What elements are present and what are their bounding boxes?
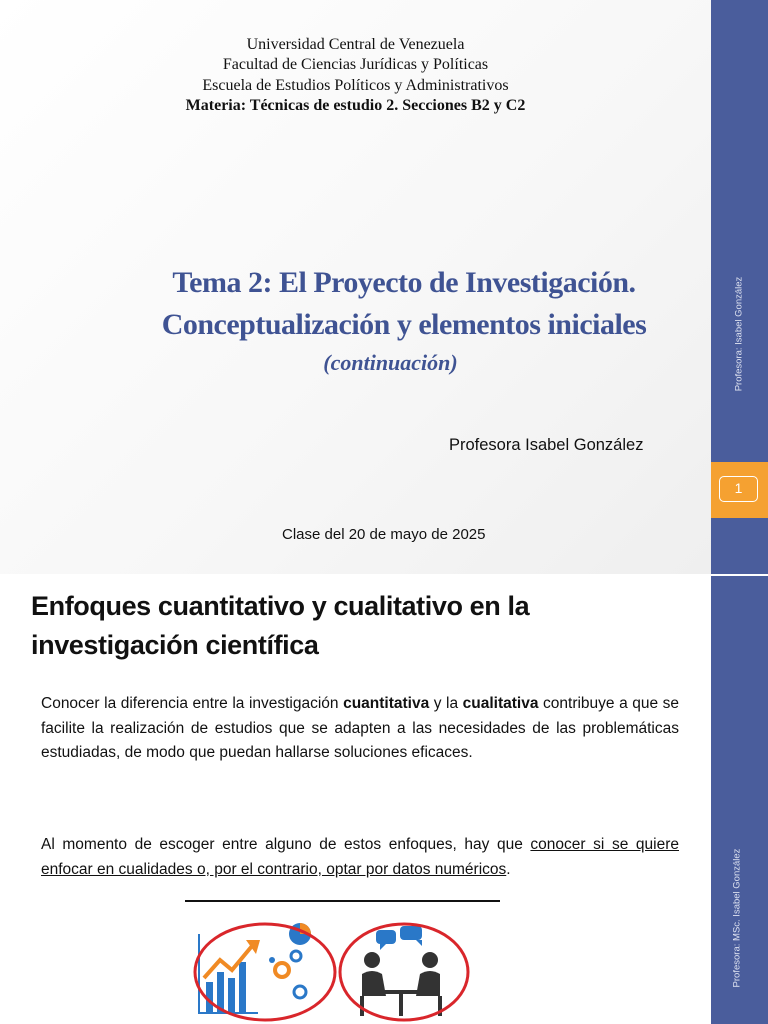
para2-text-2: .	[506, 860, 511, 878]
page-number: 1	[719, 476, 758, 502]
faculty-name: Facultad de Ciencias Jurídicas y Políticas	[222, 56, 489, 73]
class-date: Clase del 20 de mayo de 2025	[282, 526, 486, 543]
school-name: Escuela de Estudios Políticos y Administrativos	[202, 77, 509, 94]
people-conversation-icon	[360, 926, 442, 1016]
university-name: Universidad Central de Venezuela	[246, 36, 465, 53]
professor-name: Profesora Isabel González	[449, 436, 644, 454]
divider-line	[185, 900, 500, 902]
para1-text-3: contribuye a que se facilite la realización de estudios que se adapten a las necesidades de las problemáticas estudiadas, de modo que puedan hallarse soluciones eficaces.	[41, 695, 680, 761]
para1-text-1: Conocer la diferencia entre la investigación	[41, 695, 344, 712]
content-slide	[0, 576, 768, 1024]
sidebar-author-text: Profesora: MSc. Isabel González	[731, 848, 743, 988]
para1-text-2: y la	[429, 695, 463, 712]
para1-bold-quantitative: cuantitativa	[343, 695, 430, 712]
para2-underlined: conocer si se quiere enfocar en cualidades o, por el contrario, optar por datos numéricos	[41, 836, 679, 878]
subject-line: Materia: Técnicas de estudio 2. Secciones B2 y C2	[185, 97, 526, 114]
sidebar-author-text: Profesora: Isabel González	[733, 276, 745, 392]
slide-title-line2: Conceptualización y elementos iniciales	[161, 308, 647, 341]
slide-subtitle: (continuación)	[323, 350, 458, 375]
page-number-tab	[711, 462, 768, 518]
paragraph-difference	[41, 692, 679, 766]
para1-bold-qualitative: cualitativa	[462, 695, 539, 712]
content-slide-title: Enfoques cuantitativo y cualitativo en la investigación científica	[31, 591, 530, 660]
paragraph-choosing	[41, 833, 679, 882]
slide-title-line1: Tema 2: El Proyecto de Investigación.	[172, 266, 636, 299]
left-highlight-circle	[195, 924, 335, 1020]
para2-text-1: Al momento de escoger entre alguno de estos enfoques, hay que	[41, 836, 531, 853]
approaches-illustration	[186, 916, 476, 1024]
